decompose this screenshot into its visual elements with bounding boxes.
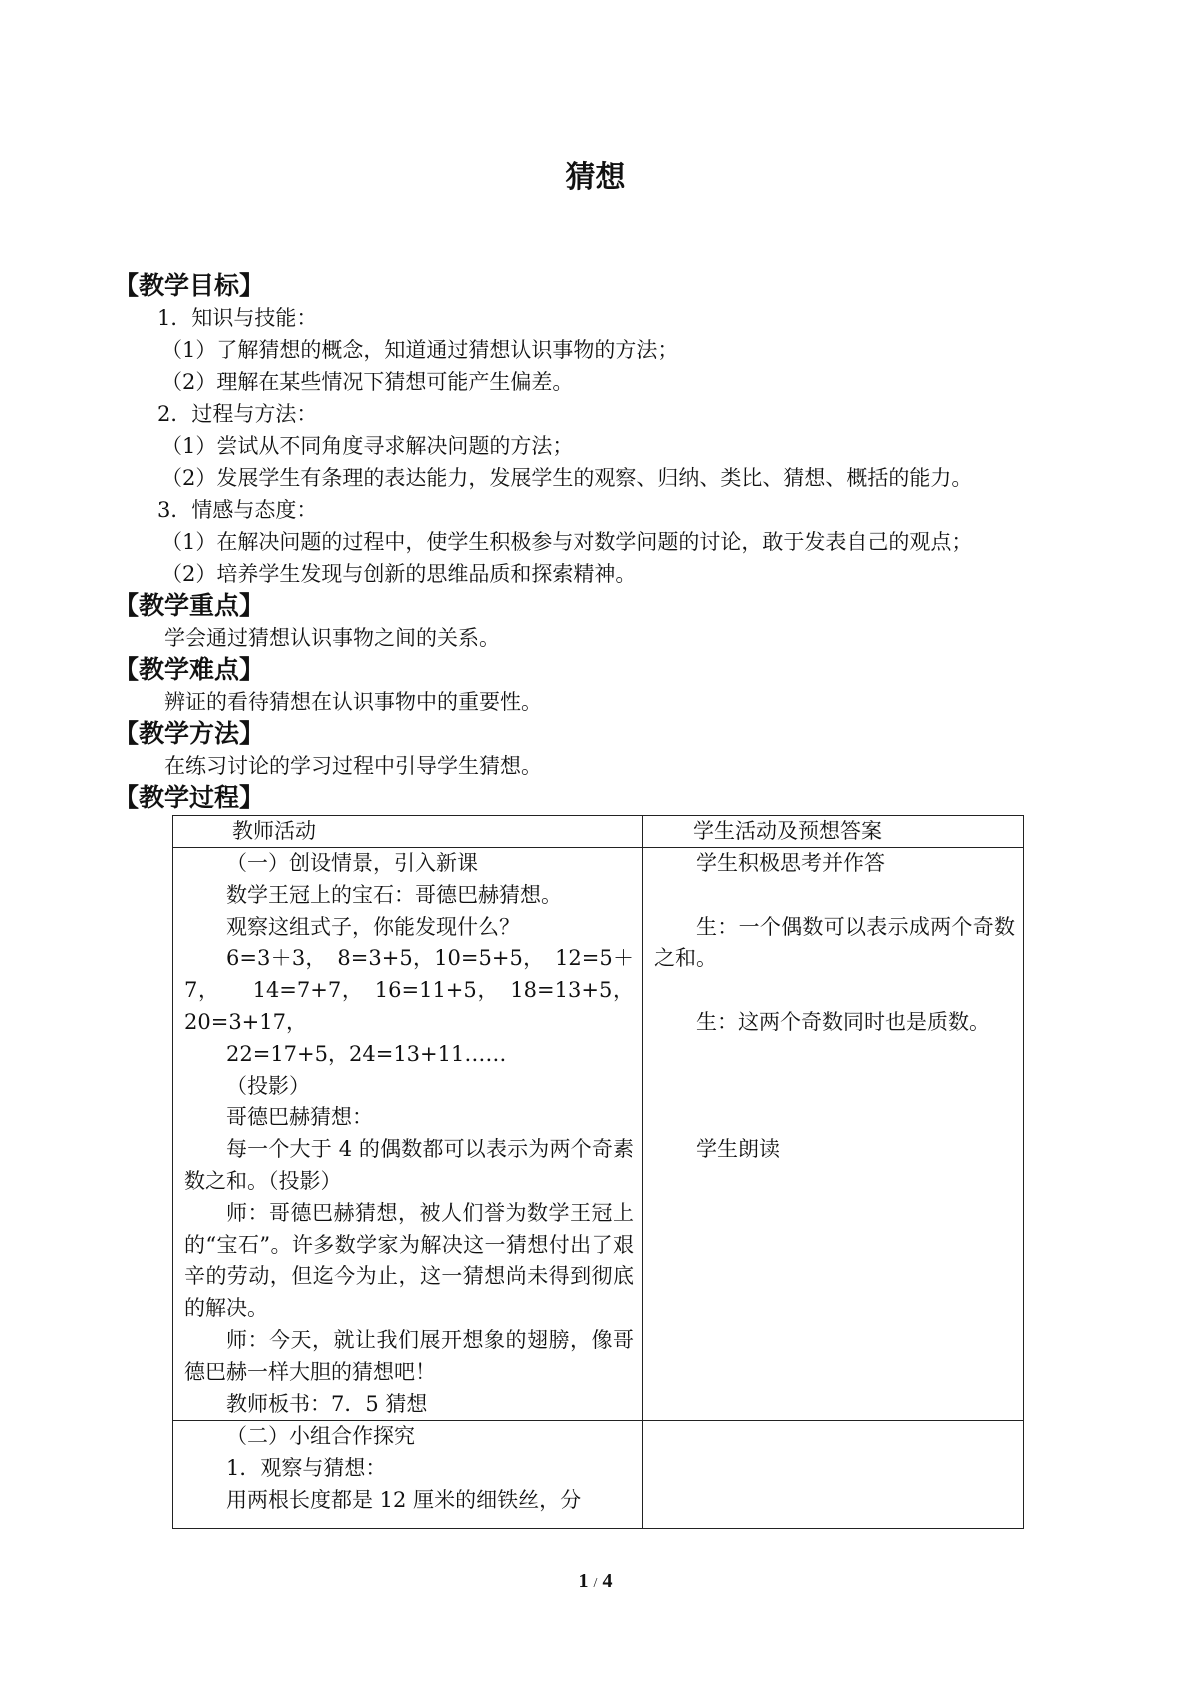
page-separator: / (593, 1576, 598, 1591)
process-heading: 【教学过程】 (114, 783, 265, 812)
header-teacher-cell (173, 816, 643, 848)
method-text: 在练习讨论的学习过程中引导学生猜想。 (164, 754, 542, 778)
page-current: 1 (578, 1570, 589, 1592)
teacher-line: 观察这组式子，你能发现什么？ (226, 914, 520, 939)
process-table (172, 815, 1024, 1529)
table-row (173, 848, 1024, 1421)
teacher-line: 6=3＋3， 8=3+5，10=5+5， 12=5＋7， 14=7+7， 16=11+5， 18=13+5，20=3+17， (184, 946, 634, 1034)
goal-item: （1）了解猜想的概念，知道通过猜想认识事物的方法； (161, 338, 679, 362)
student-line: 生：一个偶数可以表示成两个奇数之和。 (654, 914, 1015, 971)
teacher-line: 师：今天，就让我们展开想象的翅膀，像哥德巴赫一样大胆的猜想吧！ (184, 1327, 634, 1384)
method-heading: 【教学方法】 (114, 719, 265, 748)
page-total: 4 (602, 1570, 613, 1592)
goals-heading: 【教学目标】 (114, 271, 265, 300)
difficulty-text: 辨证的看待猜想在认识事物中的重要性。 (164, 690, 542, 714)
teacher-line: 师：哥德巴赫猜想，被人们誉为数学王冠上的“宝石”。许多数学家为解决这一猜想付出了艰辛的劳动，但迄今为止，这一猜想尚未得到彻底的解决。 (184, 1200, 634, 1321)
student-activity-cell (643, 1421, 1024, 1529)
goal-category: 2．过程与方法： (157, 402, 318, 426)
goal-item: （2）理解在某些情况下猜想可能产生偏差。 (161, 370, 574, 394)
teacher-line: 每一个大于 4 的偶数都可以表示为两个奇素数之和。（投影） (184, 1137, 634, 1193)
difficulty-heading: 【教学难点】 (114, 655, 265, 684)
table-header-row (173, 816, 1024, 848)
goal-item: （1）尝试从不同角度寻求解决问题的方法； (161, 434, 574, 458)
teacher-line: 哥德巴赫猜想： (226, 1105, 373, 1130)
spacer (654, 975, 1015, 1007)
document-body (114, 270, 1084, 814)
goal-item: （2）发展学生有条理的表达能力，发展学生的观察、归纳、类比、猜想、概括的能力。 (161, 466, 973, 490)
teacher-line: （投影） (226, 1073, 310, 1098)
teacher-activity-cell (173, 1421, 643, 1529)
student-line: 生：这两个奇数同时也是质数。 (696, 1009, 990, 1034)
spacer (654, 880, 1015, 912)
goal-item: （1）在解决问题的过程中，使学生积极参与对数学问题的讨论，敢于发表自己的观点； (161, 530, 973, 554)
teacher-line: 教师板书：7．5 猜想 (226, 1391, 428, 1416)
teacher-line: 22=17+5，24=13+11…… (226, 1041, 507, 1066)
focus-text: 学会通过猜想认识事物之间的关系。 (164, 626, 500, 650)
focus-heading: 【教学重点】 (114, 591, 265, 620)
student-line: 学生积极思考并作答 (696, 851, 885, 875)
student-line: 学生朗读 (696, 1137, 780, 1162)
teacher-line: 数学王冠上的宝石：哥德巴赫猜想。 (226, 882, 562, 907)
goal-item: （2）培养学生发现与创新的思维品质和探索精神。 (161, 562, 637, 586)
spacer (654, 1039, 1015, 1134)
teacher-line: 1．观察与猜想： (226, 1456, 387, 1481)
goal-category: 3．情感与态度： (157, 498, 318, 522)
teacher-line: （一）创设情景，引入新课 (226, 851, 478, 875)
teacher-line: 用两根长度都是 12 厘米的细铁丝，分 (226, 1487, 582, 1512)
header-student-cell (643, 816, 1024, 848)
teacher-activity-cell (173, 848, 643, 1421)
student-activity-cell (643, 848, 1024, 1421)
header-student: 学生活动及预想答案 (693, 819, 882, 843)
teacher-line: （二）小组合作探究 (226, 1424, 415, 1449)
table-row (173, 1421, 1024, 1529)
page-number (0, 1570, 1191, 1593)
page-title: 猜想 (565, 160, 626, 195)
header-teacher: 教师活动 (232, 819, 316, 843)
goal-category: 1．知识与技能： (157, 306, 318, 330)
